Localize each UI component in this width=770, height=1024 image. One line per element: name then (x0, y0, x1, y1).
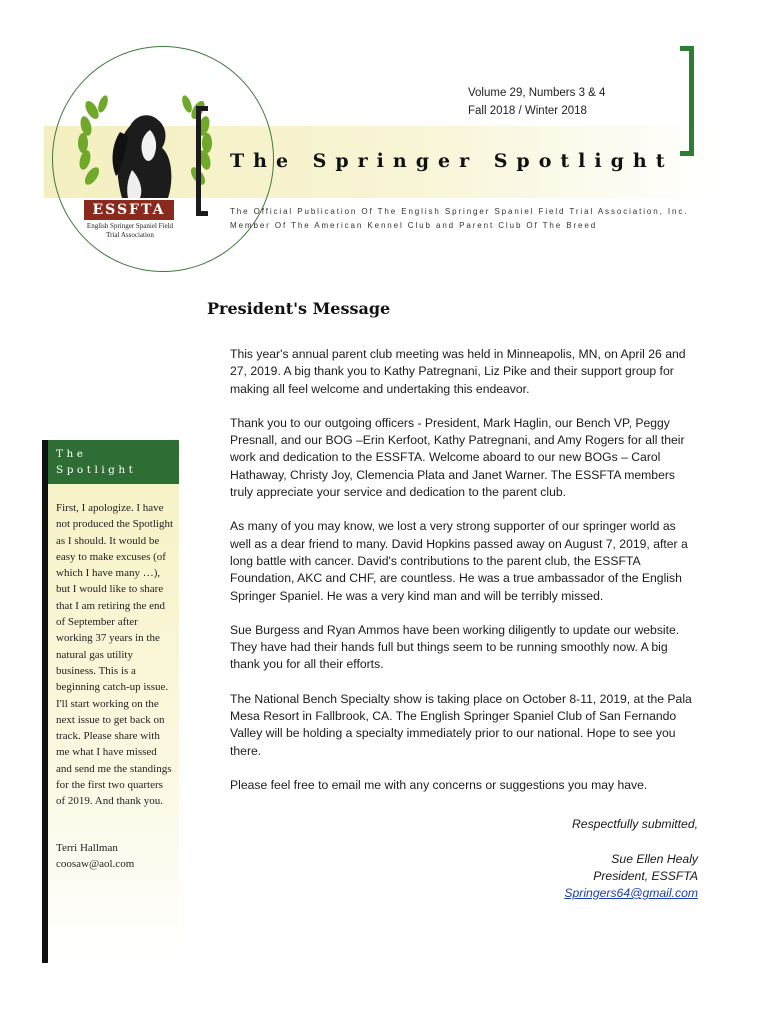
spotlight-sidebar (42, 440, 179, 963)
logo-subtitle: English Springer Spaniel Field Trial Association (86, 222, 174, 239)
season-line: Fall 2018 / Winter 2018 (468, 105, 587, 117)
left-bracket (196, 106, 208, 216)
paragraph: As many of you may know, we lost a very strong supporter of our springer world as well as a dear friend to many. David Hopkins passed away on August 7, 2019, after a long battle with cancer. David's contributions to the parent club, the ESSFTA Foundation, AKC and CHF, are countless. He was a true ambassador of the English Springer Spaniel. He was a very kind man and will be terribly missed. (230, 519, 688, 603)
sidebar-body (48, 484, 179, 872)
sidebar-text: First, I apologize. I have not produced the Spotlight as I should. It would be easy to make excuses (of which I have many …), but I would like to share that I am retiring the end of September after working 37 years in the natural gas utility business. This is a beginning catch-up issue. I'll start working on the next issue to get back on track. Please share with me what I have missed and send me the standings for the first two quarters of 2019. And thank you. (56, 502, 174, 808)
article-body (230, 346, 700, 811)
issue-info (468, 84, 605, 120)
tagline-publication: The Official Publication Of The English Springer Spaniel Field Trial Association, Inc. (230, 207, 689, 216)
sidebar-heading-line1: The (56, 448, 87, 460)
right-bracket (680, 46, 694, 156)
signature-block (430, 851, 698, 902)
tagline-membership: Member Of The American Kennel Club and Parent Club Of The Breed (230, 221, 598, 230)
logo-badge: ESSFTA (84, 200, 174, 220)
closing-line: Respectfully submitted, (572, 817, 698, 831)
sidebar-signature (56, 840, 173, 872)
newsletter-title: The Springer Spotlight (230, 150, 674, 172)
signer-email-link[interactable]: Springers64@gmail.com (564, 886, 698, 900)
paragraph: The National Bench Specialty show is taking place on October 8-11, 2019, at the Pala Mesa Resort in Fallbrook, CA. The English Springer Spaniel Club of San Fernando Valley will be holding a specialty immediately prior to our national. Hope to see you there. (230, 691, 692, 758)
signer-title: President, ESSFTA (593, 869, 698, 883)
volume-line: Volume 29, Numbers 3 & 4 (468, 87, 606, 99)
signer-name: Sue Ellen Healy (611, 852, 698, 866)
paragraph: Thank you to our outgoing officers - President, Mark Haglin, our Bench VP, Peggy Presnall, and our BOG –Erin Kerfoot, Kathy Patregnani, and Amy Rogers for all their work and dedication to the ESSFTA. Welcome aboard to our new BOGs – Carol Hathaway, Christy Joy, Clemencia Plata and Janet Warner. The ESSFTA members truly appreciate your service and dedication to the parent club. (230, 415, 685, 500)
sidebar-email[interactable]: coosaw@aol.com (56, 857, 135, 870)
paragraph: Please feel free to email me with any concerns or suggestions you may have. (230, 777, 648, 792)
paragraph: This year's annual parent club meeting was held in Minneapolis, MN, on April 26 and 27, 2019. A big thank you to Kathy Patregnani, Liz Pike and their support group for making all feel welcome and undertaking this endeavor. (230, 347, 686, 396)
paragraph: Sue Burgess and Ryan Ammos have been working diligently to update our website. They have had their hands full but things seem to be running smoothly now. A big thank you for all their efforts. (230, 622, 680, 672)
sidebar-heading-line2: Spotlight (56, 464, 137, 476)
sidebar-author: Terri Hallman (56, 841, 118, 854)
sidebar-heading (48, 440, 179, 484)
article-heading: President's Message (207, 299, 391, 318)
